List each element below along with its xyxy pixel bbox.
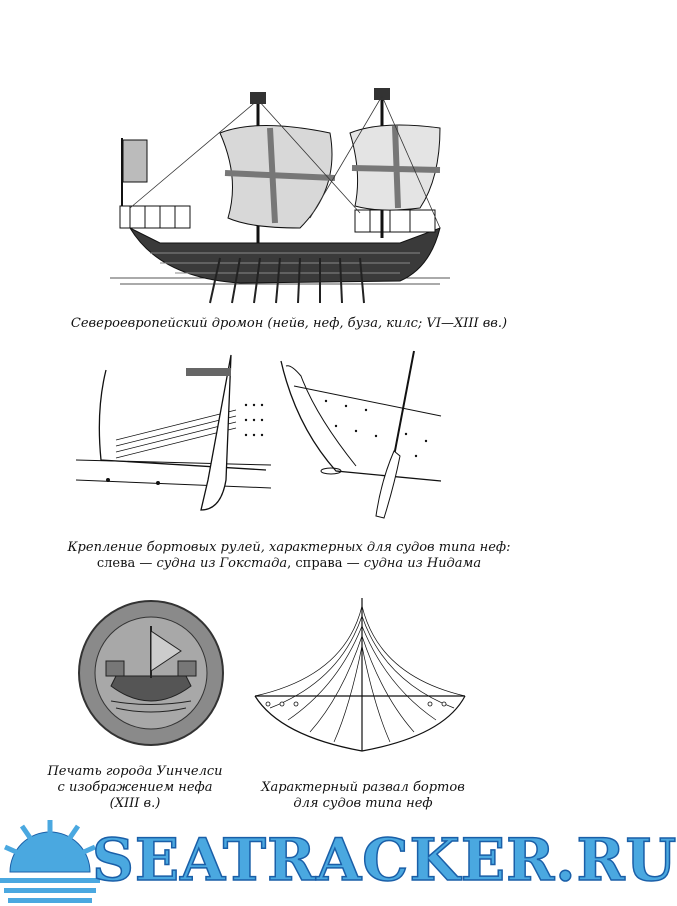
rudder-caption: [40, 540, 538, 572]
rudder-caption-line1: Крепление бортовых рулей, характерных для судов типа неф:: [67, 540, 511, 555]
rudder-left-illustration: [76, 350, 276, 520]
seal-caption: [40, 764, 230, 812]
dromon-caption-text: Североевропейский дромон (нейв, неф, буза, килс; VI—XIII вв.): [70, 316, 508, 331]
seal-caption-line1: Печать города Уинчелси: [47, 764, 223, 779]
rudder-right-illustration: [276, 346, 446, 526]
seal-caption-line2: с изображением нефа: [57, 780, 213, 795]
rudder-caption-left-label: слева —: [96, 556, 157, 571]
hull-flare-illustration: [250, 596, 470, 756]
watermark-logo-text: SEATRACKER.RU: [92, 826, 677, 894]
rudder-caption-gokstad: судна из Гокстада: [156, 556, 288, 571]
rudder-caption-right-label: , справа —: [287, 556, 364, 571]
rudder-caption-nydam: судна из Нидама: [363, 556, 482, 571]
winchelsea-seal-illustration: [76, 596, 226, 750]
dromon-illustration: [100, 78, 460, 308]
dromon-caption: [40, 316, 538, 332]
seal-caption-line3: (XIII в.): [109, 796, 161, 811]
hull-caption: [258, 780, 468, 812]
hull-caption-line1: Характерный развал бортов: [261, 780, 465, 795]
hull-caption-line2: для судов типа неф: [293, 796, 433, 811]
